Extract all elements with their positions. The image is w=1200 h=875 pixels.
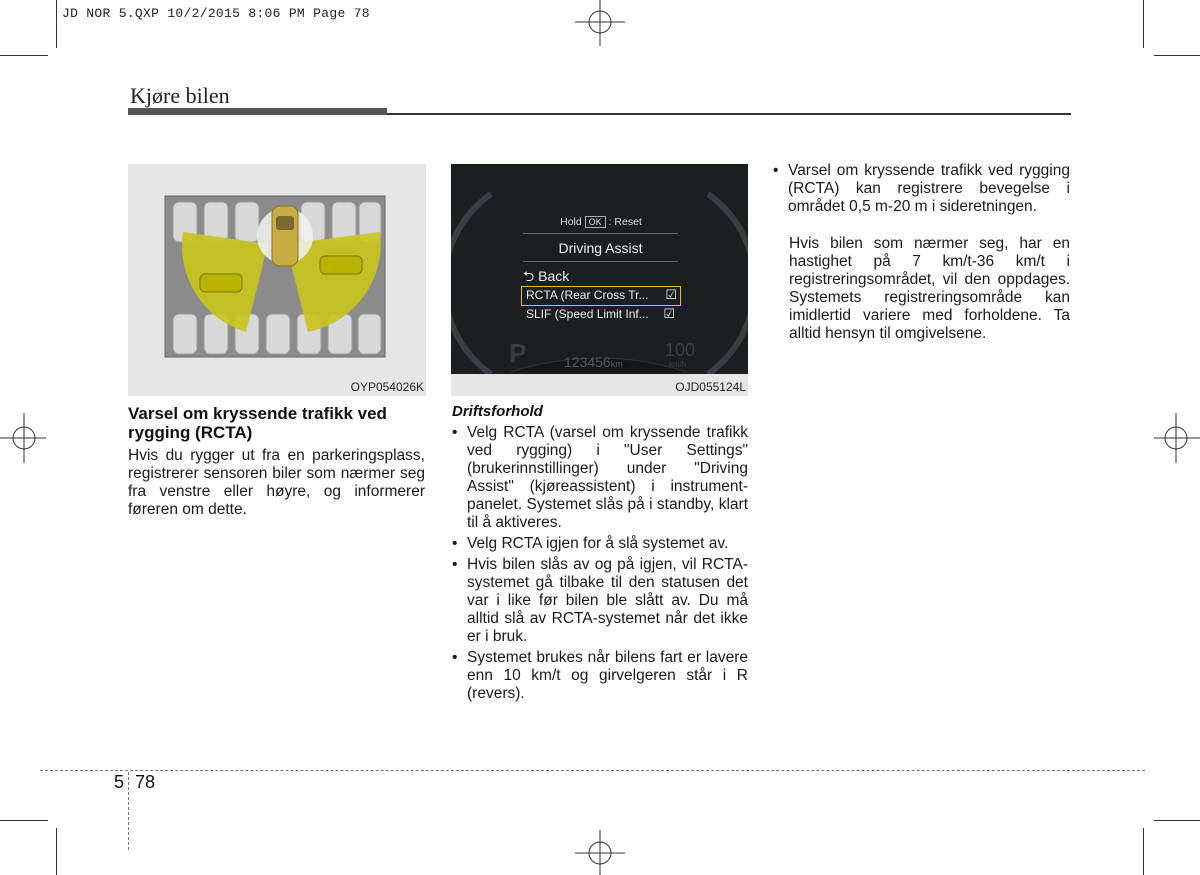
operating-conditions-list [452, 424, 748, 706]
list-item: • Systemet brukes når bilens fart er lavere enn 10 km/t og girvelgeren står i R (revers). [452, 649, 748, 703]
approaching-car-right [320, 256, 362, 274]
detection-range-list [773, 162, 1070, 219]
page-number: 78 [135, 772, 156, 792]
menu-item-rcta[interactable]: RCTA (Rear Cross Tr... ☑ [521, 286, 681, 306]
own-car-icon [272, 206, 298, 266]
footer-dashed-divider [128, 772, 129, 850]
section-title: Kjøre bilen [130, 83, 230, 108]
registration-mark-top [575, 0, 625, 48]
list-item: • Velg RCTA (varsel om kryssende trafikk ved rygging) i "User Settings" (brukerinnstillinger) under "Driving Assist" (kjøreassistent) i instrument-panelet. Systemet slås på i standby, klart til å aktiveres. [452, 424, 748, 532]
title-rule-thin [387, 113, 1071, 115]
cluster-screen [451, 164, 748, 374]
approaching-car-left [200, 274, 242, 292]
figure1-caption: OYP054026K [350, 380, 424, 394]
checkbox-checked-icon: ☑ [665, 287, 677, 302]
rcta-intro-paragraph: Hvis du rygger ut fra en parkeringsplass, registrerer sensoren biler som nærmer seg fra venstre eller høyre, og informerer føreren om dette. [128, 447, 425, 518]
parked-cars-bottom-row [173, 314, 381, 354]
gear-p-indicator: P [509, 338, 527, 368]
registration-mark-right [1154, 413, 1200, 463]
checkbox-checked-icon: ☑ [663, 306, 675, 321]
odometer: 123456km [564, 354, 623, 370]
list-item: • Velg RCTA igjen for å slå systemet av. [452, 535, 748, 553]
operating-conditions-subheading: Driftsforhold [452, 403, 543, 420]
rcta-heading: Varsel om kryssende trafikk ved rygging (RCTA) [128, 404, 387, 442]
hold-reset-hint: Hold OK : Reset [560, 216, 642, 228]
figure-cluster-display [451, 164, 748, 396]
speed-readout: 100 [665, 340, 696, 360]
ok-key-icon: OK [585, 216, 606, 228]
registration-mark-bottom [575, 830, 625, 875]
parking-lot-illustration [128, 164, 426, 396]
title-rule-thick [128, 108, 387, 115]
detection-speed-paragraph: Hvis bilen som nærmer seg, har en hastighet på 7 km/t-36 km/t i registreringsområdet, vil den oppdages. Systemets registreringsområde kan imidlertid variere med forholdene. Ta alltid hensyn til omgivelsene. [789, 235, 1070, 342]
menu-back[interactable]: ⮌ Back [523, 268, 570, 284]
list-item: • Varsel om kryssende trafikk ved rygging (RCTA) kan registrere bevegelse i området 0,5 m-20 m i sideretningen. [773, 162, 1070, 216]
back-arrow-icon: ⮌ [523, 268, 535, 284]
menu-title: Driving Assist [558, 240, 643, 256]
speed-unit: km/h [669, 360, 687, 369]
print-slug: JD NOR 5.QXP 10/2/2015 8:06 PM Page 78 [62, 6, 370, 21]
menu-item-slif[interactable]: SLIF (Speed Limit Inf... ☑ [526, 306, 675, 321]
list-item: • Hvis bilen slås av og på igjen, vil RCTA-systemet gå tilbake til den statusen det var i like før bilen ble slått av. Du må alltid slå av RCTA-systemet når det ikke er i bruk. [452, 556, 748, 646]
registration-mark-left [0, 413, 46, 463]
figure-parking-illustration [128, 164, 426, 396]
chapter-number: 5 [114, 772, 125, 792]
figure2-caption: OJD055124L [675, 380, 746, 394]
footer-dashed-rule [40, 770, 1145, 771]
